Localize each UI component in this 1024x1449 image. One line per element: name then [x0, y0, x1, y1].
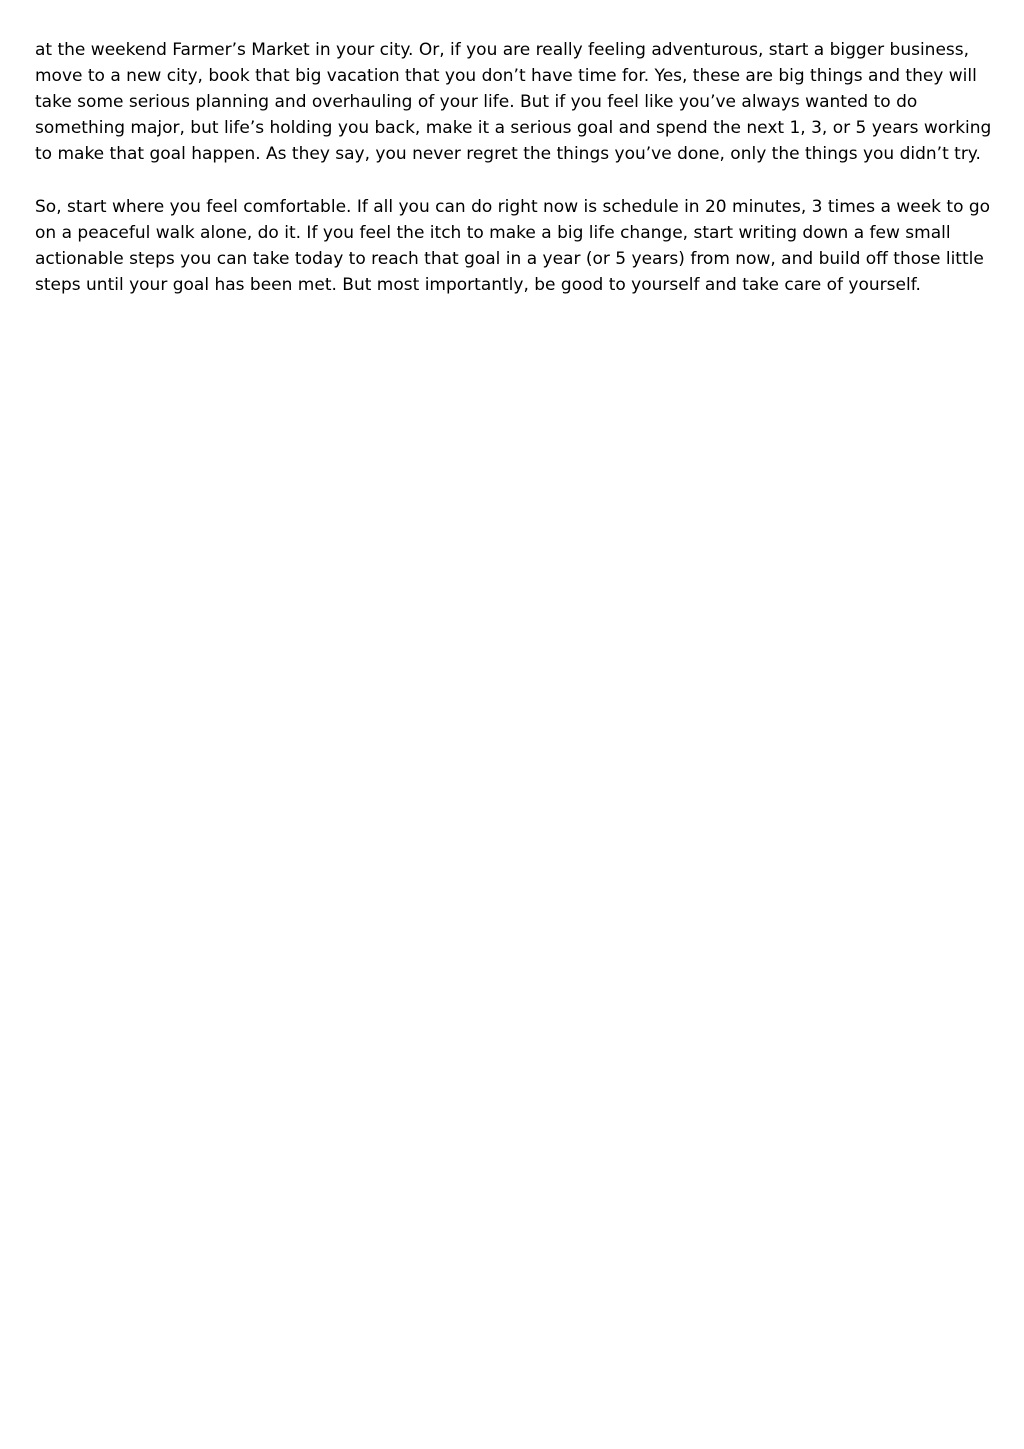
document-page	[35, 37, 995, 325]
paragraph-2: So, start where you feel comfortable. If all you can do right now is schedule in 20 minutes, 3 times a week to go on a peaceful walk alone, do it. If you feel the itch to make a big life change, start writing down a few small actionable steps you can take today to reach that goal in a year (or 5 years) from now, and build off those little steps until your goal has been met. But most importantly, be good to yourself and take care of yourself.	[35, 197, 991, 295]
paragraph-1: at the weekend Farmer’s Market in your city. Or, if you are really feeling adventurous, start a bigger business, move to a new city, book that big vacation that you don’t have time for. Yes, these are big things and they will take some serious planning and overhauling of your life. But if you feel like you’ve always wanted to do something major, but life’s holding you back, make it a serious goal and spend the next 1, 3, or 5 years working to make that goal happen. As they say, you never regret the things you’ve done, only the things you didn’t try.	[35, 40, 992, 164]
